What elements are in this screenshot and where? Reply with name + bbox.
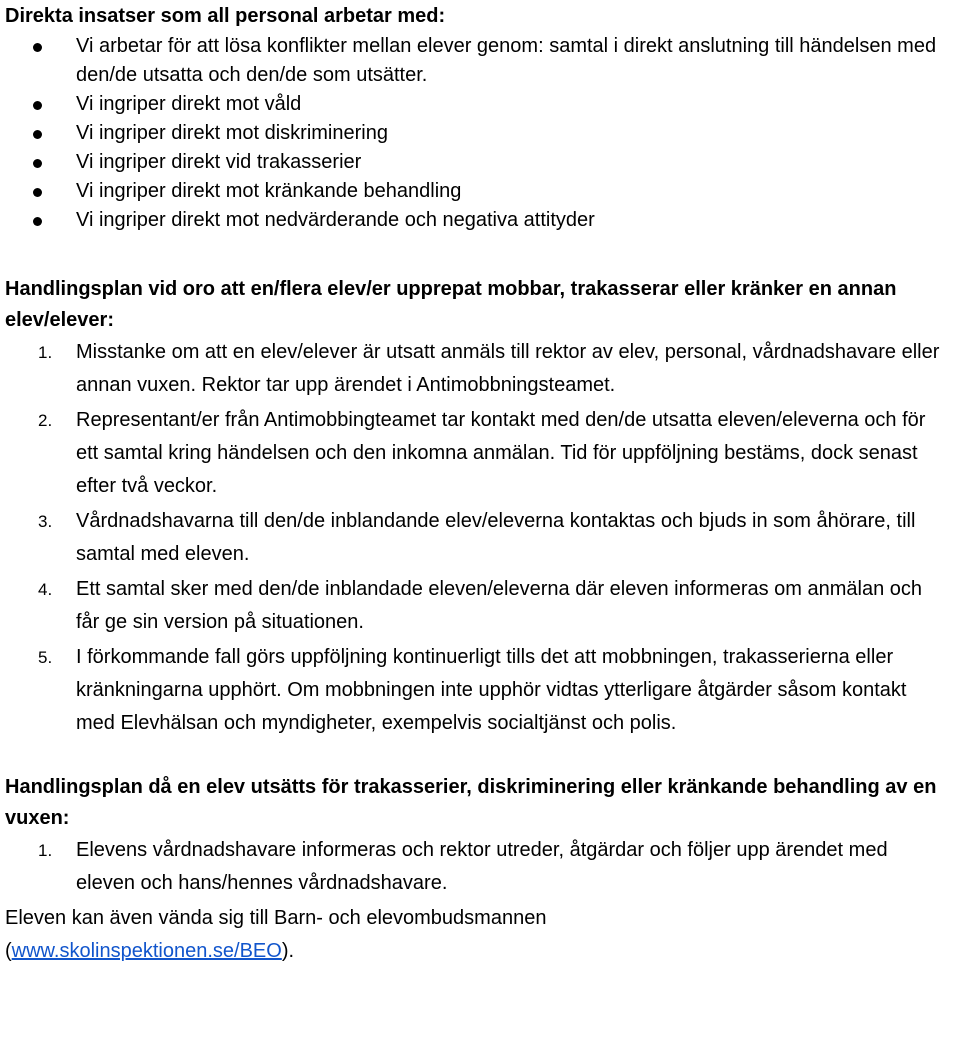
list-item <box>5 404 946 503</box>
list-item <box>5 505 946 571</box>
list-item-text: Vi ingriper direkt mot diskriminering <box>76 122 388 144</box>
list-item <box>5 32 946 90</box>
list-item <box>5 336 946 402</box>
step-text: Representant/er från Antimobbingteamet tar kontakt med den/de utsatta eleven/eleverna och för ett samtal kring händelsen och den inkomna anmälan. Tid för uppföljning bestäms, dock senast efter två veckor. <box>76 409 926 497</box>
adult-plan-steps <box>5 834 960 900</box>
spacer <box>5 742 960 772</box>
step-number: 2. <box>38 411 53 430</box>
footer-close-paren: ). <box>281 940 295 962</box>
list-item-text: Vi ingriper direkt mot nedvärderande och negativa attityder <box>76 209 595 231</box>
section-heading-bullying-plan: Handlingsplan vid oro att en/flera elev/er upprepat mobbar, trakasserar eller kränker en annan elev/elever: <box>5 278 897 331</box>
list-item <box>5 148 946 177</box>
bullet-icon <box>33 159 42 168</box>
list-item <box>5 119 946 148</box>
step-text: I förkommande fall görs uppföljning kontinuerligt tills det att mobbningen, trakasserierna eller kränkningarna upphört. Om mobbningen inte upphör vidtas ytterligare åtgärder såsom kontakt med Elevhälsan och myndigheter, exempelvis socialtjänst och polis. <box>76 646 907 734</box>
step-text: Misstanke om att en elev/elever är utsatt anmäls till rektor av elev, personal, vårdnadshavare eller annan vuxen. Rektor tar upp ärendet i Antimobbningsteamet. <box>76 341 940 396</box>
list-item <box>5 573 946 639</box>
bullying-plan-steps <box>5 336 960 740</box>
step-text: Elevens vårdnadshavare informeras och rektor utreder, åtgärdar och följer upp ärendet med eleven och hans/hennes vårdnadshavare. <box>76 839 888 894</box>
step-number: 4. <box>38 580 53 599</box>
list-item <box>5 90 946 119</box>
spacer <box>5 235 960 274</box>
list-item <box>5 206 946 235</box>
footer-text: Eleven kan även vända sig till Barn- och elevombudsmannen <box>5 907 547 929</box>
footer-open-paren: ( <box>5 940 12 962</box>
direct-actions-list <box>5 32 960 235</box>
bullet-icon <box>33 130 42 139</box>
bullet-icon <box>33 43 42 52</box>
beo-link[interactable]: www.skolinspektionen.se/BEO <box>11 940 282 962</box>
step-number: 5. <box>38 648 53 667</box>
step-text: Ett samtal sker med den/de inblandade eleven/eleverna där eleven informeras om anmälan och får ge sin version på situationen. <box>76 578 923 633</box>
step-number: 1. <box>38 841 53 860</box>
list-item-text: Vi ingriper direkt mot kränkande behandling <box>76 180 462 202</box>
step-number: 1. <box>38 343 53 362</box>
bullet-icon <box>33 188 42 197</box>
list-item-text: Vi arbetar för att lösa konflikter mellan elever genom: samtal i direkt anslutning till händelsen med den/de utsatta och den/de som utsätter. <box>76 35 937 86</box>
step-text: Vårdnadshavarna till den/de inblandande elev/eleverna kontaktas och bjuds in som åhörare, till samtal med eleven. <box>76 510 916 565</box>
list-item <box>5 641 946 740</box>
list-item-text: Vi ingriper direkt vid trakasserier <box>76 151 362 173</box>
section-heading-direct-actions: Direkta insatser som all personal arbetar med: <box>5 5 446 27</box>
step-number: 3. <box>38 512 53 531</box>
footer-note <box>5 902 950 968</box>
list-item <box>5 177 946 206</box>
section-heading-adult-plan: Handlingsplan då en elev utsätts för trakasserier, diskriminering eller kränkande behandling av en vuxen: <box>5 776 937 829</box>
bullet-icon <box>33 101 42 110</box>
list-item-text: Vi ingriper direkt mot våld <box>76 93 302 115</box>
list-item <box>5 834 946 900</box>
bullet-icon <box>33 217 42 226</box>
